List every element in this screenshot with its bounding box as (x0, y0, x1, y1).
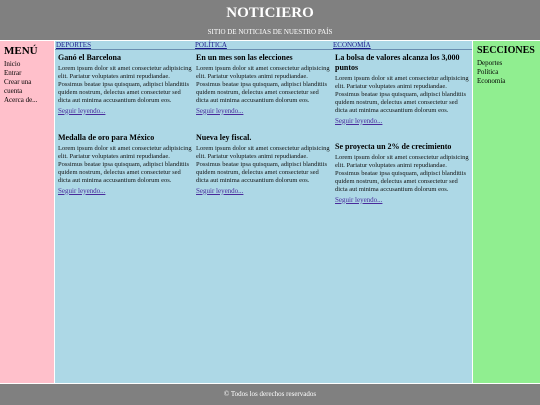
article-title: La bolsa de valores alcanza los 3,000 puntos (335, 53, 460, 72)
article-body: Lorem ipsum dolor sit amet consectetur adipisicing elit. Pariatur voluptates animi repudiandae. Possimus beatae ipsa quisquam, adipisci blanditiis quidem nostrum, delectus amet consectetur sed dicta aut minima accusantium dolorum eos. (58, 65, 192, 104)
sections-sidebar (473, 41, 540, 383)
article-body: Lorem ipsum dolor sit amet consectetur adipisicing elit. Pariatur voluptates animi repudiandae. Possimus beatae ipsa quisquam, adipisci blanditiis quidem nostrum, delectus amet consectetur sed dicta aut minima accusantium dolorum eos. (335, 154, 469, 193)
menu-item-acerca[interactable]: Acerca de... (4, 96, 38, 104)
site-subtitle: SITIO DE NOTICIAS DE NUESTRO PAÍS (207, 28, 333, 36)
article-card (335, 53, 471, 126)
menu-item-crear-cuenta[interactable]: Crear una cuenta (4, 78, 32, 95)
article-title: Nueva ley fiscal. (196, 133, 252, 142)
article-card (335, 142, 471, 205)
menu-title: MENÚ (4, 45, 38, 57)
news-main (55, 41, 472, 383)
article-body: Lorem ipsum dolor sit amet consectetur adipisicing elit. Pariatur voluptates animi repudiandae. Possimus beatae ipsa quisquam, adipisci blanditiis quidem nostrum, delectus amet consectetur sed dicta aut minima accusantium dolorum eos. (335, 75, 469, 114)
article-title: Ganó el Barcelona (58, 53, 121, 62)
read-more-link[interactable]: Seguir leyendo... (58, 106, 106, 115)
copyright-text: © Todos los derechos reservados (223, 390, 317, 398)
article-title: Medalla de oro para México (58, 133, 155, 142)
sections-title: SECCIONES (477, 45, 535, 56)
category-deportes[interactable]: DEPORTES (56, 41, 91, 49)
site-footer (0, 384, 540, 405)
article-card (196, 133, 332, 196)
read-more-link[interactable]: Seguir leyendo... (196, 106, 244, 115)
article-body: Lorem ipsum dolor sit amet consectetur adipisicing elit. Pariatur voluptates animi repudiandae. Possimus beatae ipsa quisquam, adipisci blanditiis quidem nostrum, delectus amet consectetur sed dicta aut minima accusantium dolorum eos. (196, 65, 330, 104)
menu-item-entrar[interactable]: Entrar (4, 69, 22, 77)
category-politica[interactable]: POLÍTICA (195, 41, 227, 49)
menu-sidebar (0, 41, 54, 383)
section-item-economia[interactable]: Economía (477, 77, 506, 85)
section-item-politica[interactable]: Política (477, 68, 499, 76)
article-card (196, 53, 332, 116)
article-card (58, 53, 194, 116)
article-title: En un mes son las elecciones (196, 53, 293, 62)
site-title: NOTICIERO (226, 5, 314, 21)
article-body: Lorem ipsum dolor sit amet consectetur adipisicing elit. Pariatur voluptates animi repudiandae. Possimus beatae ipsa quisquam, adipisci blanditiis quidem nostrum, delectus amet consectetur sed dicta aut minima accusantium dolorum eos. (58, 145, 192, 184)
article-title: Se proyecta un 2% de crecimiento (335, 142, 452, 151)
read-more-link[interactable]: Seguir leyendo... (196, 186, 244, 195)
menu-item-inicio[interactable]: Inicio (4, 60, 21, 68)
section-item-deportes[interactable]: Deportes (477, 59, 503, 67)
article-card (58, 133, 194, 196)
article-body: Lorem ipsum dolor sit amet consectetur adipisicing elit. Pariatur voluptates animi repudiandae. Possimus beatae ipsa quisquam, adipisci blanditiis quidem nostrum, delectus amet consectetur sed dicta aut minima accusantium dolorum eos. (196, 145, 330, 184)
read-more-link[interactable]: Seguir leyendo... (335, 116, 383, 125)
category-bar (55, 41, 472, 50)
read-more-link[interactable]: Seguir leyendo... (335, 195, 383, 204)
category-economia[interactable]: ECONOMÍA (333, 41, 371, 49)
read-more-link[interactable]: Seguir leyendo... (58, 186, 106, 195)
site-header (0, 0, 540, 40)
